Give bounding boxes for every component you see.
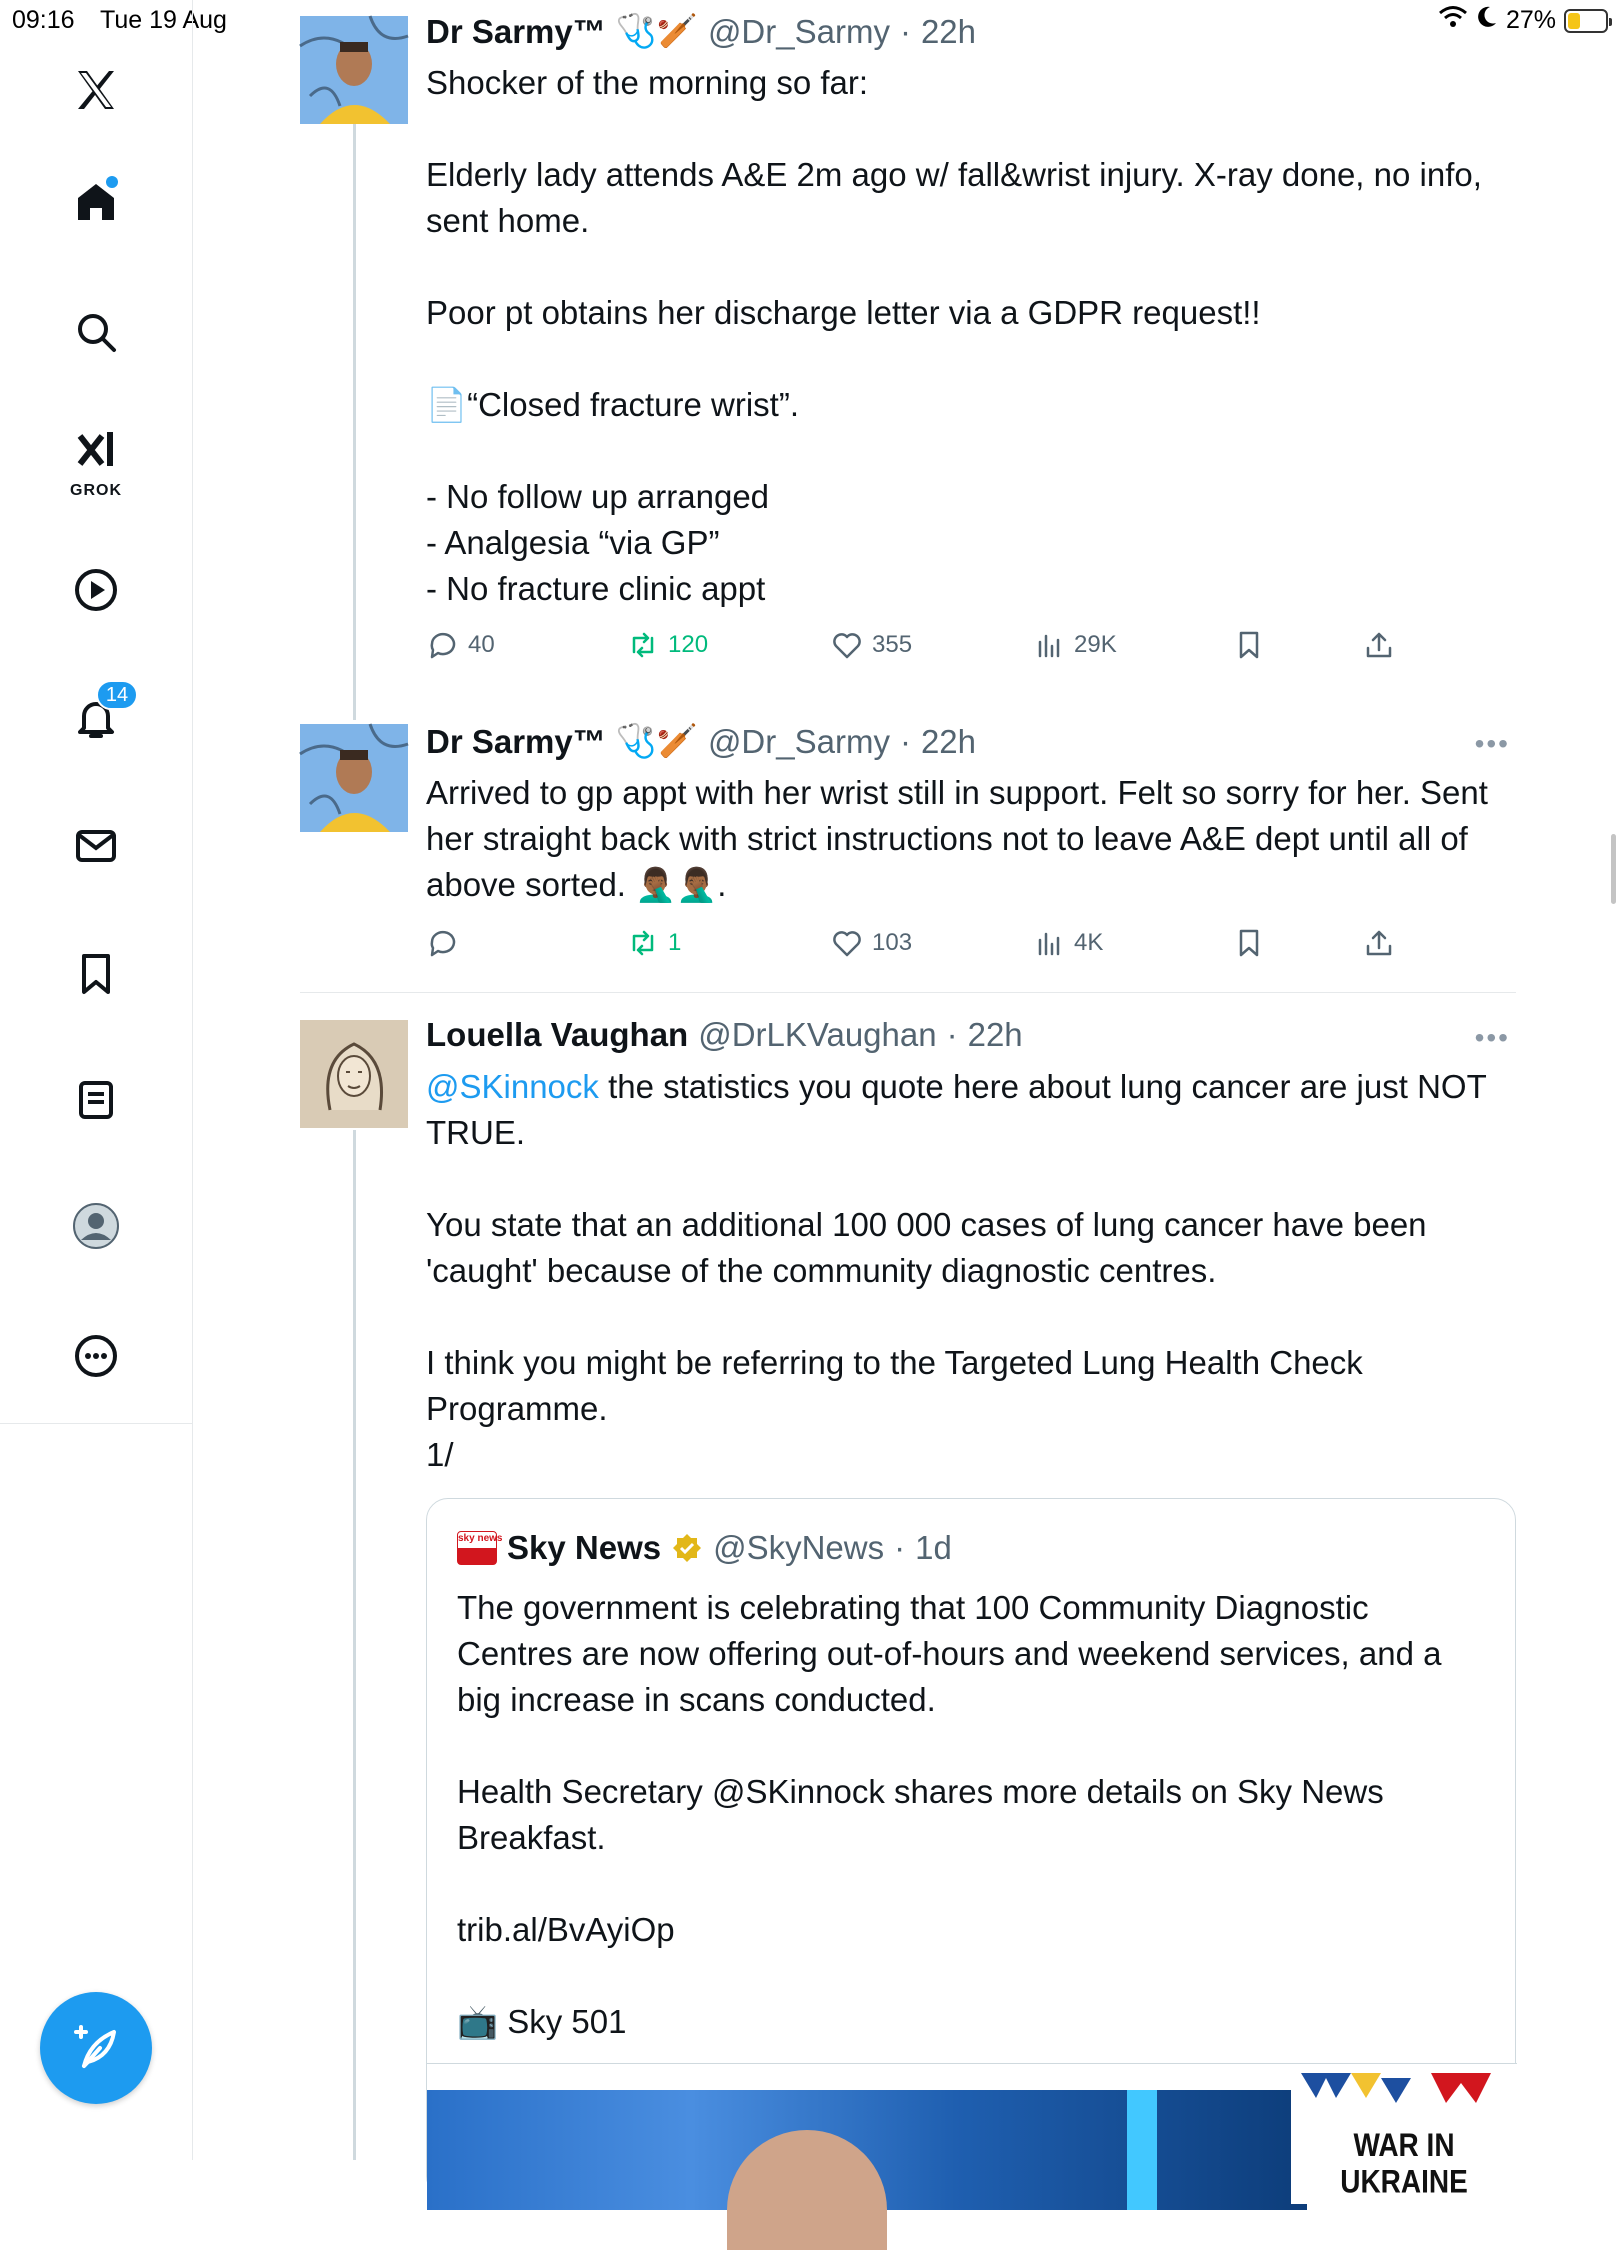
envelope-icon: [72, 822, 120, 870]
sidebar-item-explore[interactable]: [60, 296, 132, 368]
search-icon: [72, 308, 120, 356]
wifi-icon: [1438, 4, 1468, 37]
thread-connector: [353, 1130, 356, 2160]
avatar[interactable]: [300, 724, 408, 832]
share-button[interactable]: [1362, 628, 1396, 662]
grok-icon: [72, 426, 120, 474]
quote-time: 1d: [915, 1529, 952, 1566]
author-name[interactable]: Dr Sarmy™: [426, 12, 606, 50]
repost-icon: [626, 628, 660, 662]
views-count: 29K: [1074, 631, 1117, 658]
sidebar-item-more[interactable]: [60, 1320, 132, 1392]
tweet-time[interactable]: 22h: [920, 722, 977, 760]
compose-button[interactable]: [40, 1992, 152, 2104]
banner-graphic: [1301, 2068, 1501, 2118]
tweet-time[interactable]: 22h: [920, 12, 977, 50]
sidebar-border: [192, 1424, 193, 2160]
quoted-tweet[interactable]: [426, 1498, 1516, 2198]
sidebar-item-video[interactable]: [60, 554, 132, 626]
like-button[interactable]: [830, 628, 912, 662]
quote-author-handle: @SkyNews: [713, 1529, 885, 1566]
scrollbar[interactable]: [1611, 834, 1616, 904]
status-date: Tue 19 Aug: [100, 6, 227, 34]
bookmark-icon: [1232, 628, 1266, 662]
repost-button[interactable]: [626, 926, 681, 960]
share-icon: [1362, 628, 1396, 662]
sidebar-item-home[interactable]: [60, 166, 132, 238]
video-thumbnail[interactable]: [427, 2090, 1307, 2210]
quote-author-name: Sky News: [507, 1529, 662, 1566]
share-icon: [1362, 926, 1396, 960]
profile-avatar-icon: [72, 1202, 120, 1250]
verified-badge-icon: [671, 1532, 703, 1564]
tweet-actions: [426, 926, 1426, 966]
tweet-text: Shocker of the morning so far: Elderly lady attends A&E 2m ago w/ fall&wrist injury. X-ray done, no info, sent home. Poor pt obtains her discharge letter via a GDPR request!! 📄“Closed fracture wrist”. - No follow up arranged - Analgesia “via GP” - No fracture clinic appt: [426, 64, 1482, 607]
author-handle[interactable]: @Dr_Sarmy: [707, 722, 890, 760]
bookmark-icon: [1232, 926, 1266, 960]
author-emoji: 🩺🏏: [615, 12, 698, 49]
tweet-header: Dr Sarmy™ 🩺🏏 @Dr_Sarmy · 22h: [426, 722, 977, 760]
repost-icon: [626, 926, 660, 960]
tweet-text: Arrived to gp appt with her wrist still in support. Felt so sorry for her. Sent her straight back with strict instructions not to leave A&E dept until all of above sorted. 🤦🏾‍♂️🤦🏾‍♂️.: [426, 774, 1498, 903]
reply-button[interactable]: [426, 628, 495, 662]
moon-icon: [1476, 5, 1498, 36]
banner-text: WAR IN UKRAINE: [1340, 2127, 1468, 2200]
sidebar-item-notifications[interactable]: [60, 682, 132, 754]
battery-icon: [1564, 9, 1608, 33]
sidebar: [0, 0, 193, 1424]
tweet-text: [426, 1064, 1496, 1478]
reply-button[interactable]: [426, 926, 468, 960]
share-button[interactable]: [1362, 926, 1396, 960]
author-name[interactable]: Dr Sarmy™: [426, 722, 606, 760]
tweet-actions: [426, 628, 1426, 668]
bookmark-icon: [72, 950, 120, 998]
sidebar-item-lists[interactable]: [60, 1064, 132, 1136]
x-logo-icon[interactable]: [60, 54, 132, 126]
quote-text: The government is celebrating that 100 Community Diagnostic Centres are now offering out-of-hours and weekend services, and a big increase in scans conducted. Health Secretary @SKinnock shares more details on Sky News Breakfast. trib.al/BvAyiOp 📺 Sky 501: [457, 1589, 1442, 2040]
war-in-ukraine-banner: [1291, 2064, 1517, 2204]
list-icon: [72, 1076, 120, 1124]
thread-connector: [353, 124, 356, 720]
tweet-time[interactable]: 22h: [967, 1016, 1023, 1053]
bookmark-button[interactable]: [1232, 926, 1266, 960]
views-count: 4K: [1074, 929, 1104, 956]
tweet-body: the statistics you quote here about lung cancer are just NOT TRUE. You state that an additional 100 000 cases of lung cancer have been 'caught' because of the community diagnostic centres. I think you might be referring to the Targeted Lung Health Check Programme. 1/: [426, 1068, 1487, 1473]
notifications-badge: 14: [96, 680, 138, 710]
sidebar-item-bookmarks[interactable]: [60, 938, 132, 1010]
author-emoji: 🩺🏏: [615, 722, 698, 759]
quote-header: sky news Sky News @SkyNews · 1d: [458, 1529, 952, 1566]
avatar[interactable]: [300, 16, 408, 124]
sidebar-item-grok[interactable]: [60, 418, 132, 500]
heart-icon: [830, 926, 864, 960]
reply-count: 40: [468, 631, 495, 658]
views-chart-icon: [1032, 628, 1066, 662]
reply-icon: [426, 628, 460, 662]
more-options-icon[interactable]: •••: [1474, 728, 1510, 759]
tweet-header: Louella Vaughan @DrLKVaughan · 22h: [426, 1016, 1023, 1053]
like-button[interactable]: [830, 926, 912, 960]
play-circle-icon: [72, 566, 120, 614]
sidebar-item-messages[interactable]: [60, 810, 132, 882]
views-button[interactable]: [1032, 628, 1117, 662]
like-count: 355: [872, 631, 913, 658]
bookmark-button[interactable]: [1232, 628, 1266, 662]
tweet-divider: [300, 992, 1516, 993]
repost-count: 1: [668, 929, 682, 956]
views-chart-icon: [1032, 926, 1066, 960]
status-time: 09:16: [12, 6, 75, 34]
repost-button[interactable]: [626, 628, 708, 662]
tweet-header: Dr Sarmy™ 🩺🏏 @Dr_Sarmy · 22h: [426, 12, 977, 50]
more-circle-icon: [72, 1332, 120, 1380]
more-options-icon[interactable]: •••: [1474, 1022, 1510, 1053]
avatar[interactable]: [300, 1020, 408, 1128]
reply-icon: [426, 926, 460, 960]
author-handle[interactable]: @Dr_Sarmy: [707, 12, 890, 50]
author-handle[interactable]: @DrLKVaughan: [698, 1016, 937, 1053]
battery-percent: 27%: [1505, 6, 1556, 34]
author-name[interactable]: Louella Vaughan: [426, 1016, 689, 1053]
mention-link[interactable]: @SKinnock: [426, 1068, 599, 1105]
grok-label: GROK: [70, 482, 122, 499]
sidebar-item-profile[interactable]: [60, 1190, 132, 1262]
compose-feather-icon: [70, 2022, 122, 2074]
status-icons: [1438, 4, 1608, 37]
heart-icon: [830, 628, 864, 662]
sky-news-logo: sky news: [457, 1531, 497, 1565]
like-count: 103: [872, 929, 913, 956]
quote-media[interactable]: [427, 2063, 1517, 2203]
repost-count: 120: [668, 631, 709, 658]
views-button[interactable]: [1032, 926, 1103, 960]
home-unread-dot: [106, 176, 118, 188]
